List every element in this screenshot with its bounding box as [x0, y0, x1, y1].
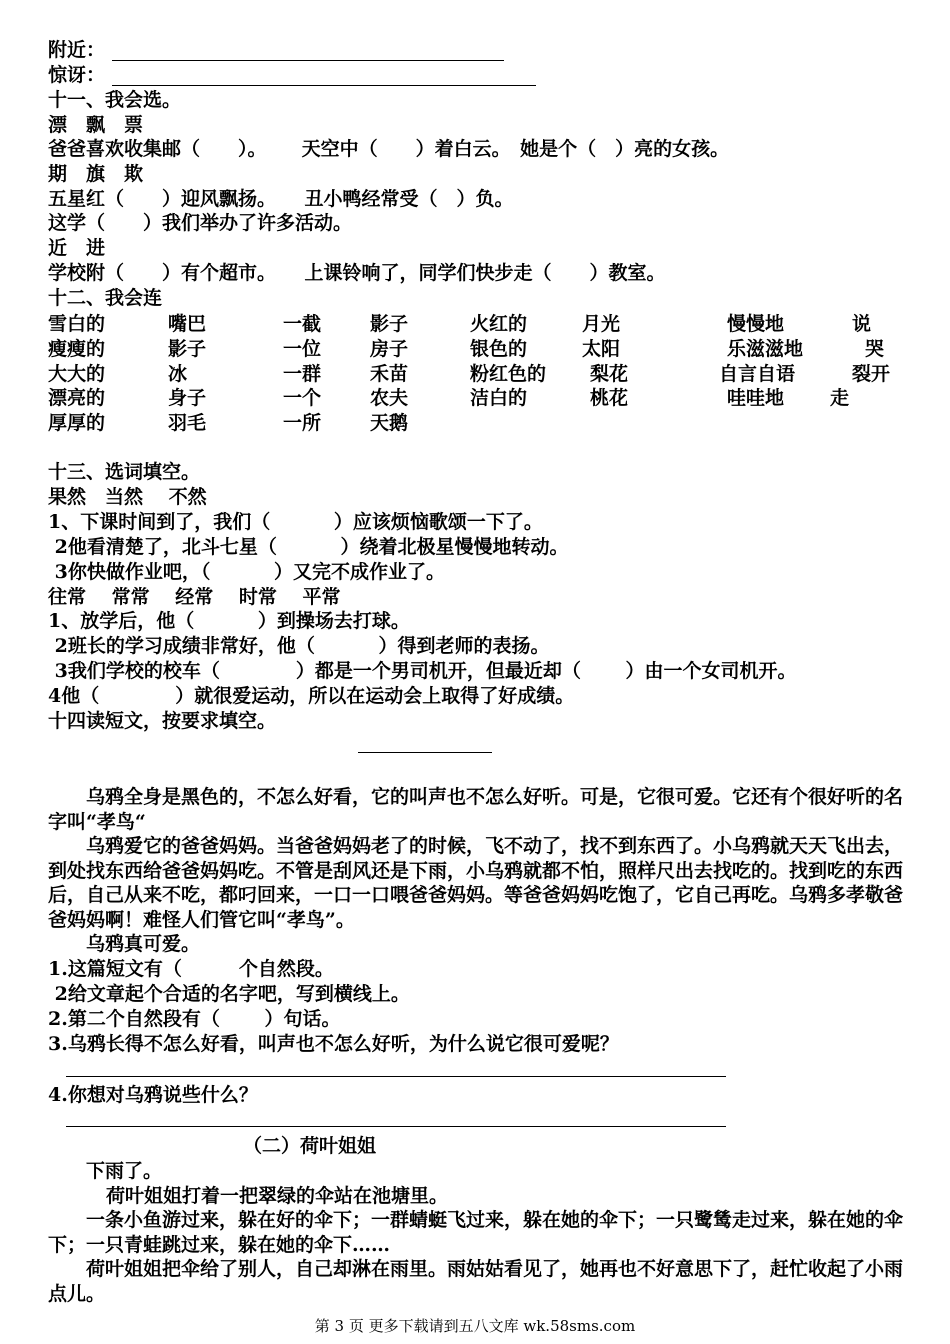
- question: 2给文章起个合适的名字吧，写到横线上。: [48, 983, 410, 1005]
- question: 1.这篇短文有（ 个自然段。: [48, 958, 334, 980]
- match-word: 一截: [283, 313, 322, 335]
- question: 2.第二个自然段有（ ）句话。: [48, 1008, 341, 1030]
- fill-label-surprised: 惊讶：: [48, 64, 106, 86]
- paragraph: 乌鸦全身是黑色的，不怎么好看，它的叫声也不怎么好听。可是，它很可爱。它还有个很好听的名字叫“孝鸟“: [48, 786, 904, 833]
- match-word: 影子: [370, 313, 409, 335]
- section-11-title: 十一、我会选。: [48, 89, 182, 111]
- match-word: 哭: [865, 338, 885, 360]
- word-choices: 近 进: [48, 237, 106, 259]
- match-word: 天鹅: [370, 412, 409, 434]
- section-14-title: 十四读短文，按要求填空。: [48, 710, 277, 732]
- page-footer: 第 3 页 更多下载请到五八文库 wk.58sms.com: [314, 1317, 636, 1335]
- match-word: 冰: [168, 363, 188, 385]
- match-word: 嘴巴: [168, 313, 207, 335]
- word-choices: 往常 常常 经常 时常 平常: [48, 586, 341, 608]
- title-answer-line: [358, 752, 492, 753]
- match-word: 粉红色的: [470, 363, 547, 385]
- paragraph: 荷叶姐姐打着一把翠绿的伞站在池塘里。: [68, 1185, 449, 1207]
- match-word: 厚厚的: [48, 412, 106, 434]
- match-word: 羽毛: [168, 412, 207, 434]
- question: 3你快做作业吧，（ ）又完不成作业了。: [48, 561, 445, 583]
- match-word: 漂亮的: [48, 387, 106, 409]
- question: 1、下课时间到了，我们（ ）应该烦恼歌颂一下了。: [48, 511, 543, 533]
- match-word: 洁白的: [470, 387, 528, 409]
- match-word: 一群: [283, 363, 322, 385]
- match-word: 火红的: [470, 313, 528, 335]
- match-word: 银色的: [470, 338, 528, 360]
- match-word: 农夫: [370, 387, 409, 409]
- match-word: 慢慢地: [727, 313, 785, 335]
- match-word: 一个: [283, 387, 322, 409]
- exercise-line: 学校附（ ）有个超市。 上课铃响了，同学们快步走（ ）教室。: [48, 262, 666, 284]
- paragraph: 一条小鱼游过来，躲在好的伞下；一群蜻蜓飞过来，躲在她的伞下；一只鹭鸶走过来，躲在她的伞下；一只青蛙跳过来，躲在她的伞下……: [48, 1209, 904, 1256]
- match-word: 梨花: [590, 363, 629, 385]
- answer-line: [66, 1126, 726, 1127]
- question: 2他看清楚了，北斗七星（ ）绕着北极星慢慢地转动。: [48, 536, 569, 558]
- question: 1、放学后，他（ ）到操场去打球。: [48, 610, 410, 632]
- question: 2班长的学习成绩非常好，他（ ）得到老师的表扬。: [48, 635, 550, 657]
- exercise-line: 这学（ ）我们举办了许多活动。: [48, 212, 353, 234]
- match-word: 身子: [168, 387, 207, 409]
- match-word: 房子: [370, 338, 409, 360]
- match-word: 一所: [283, 412, 322, 434]
- exercise-line: 五星红（ ）迎风飘扬。 丑小鸭经常受（ ）负。: [48, 188, 514, 210]
- match-word: 禾苗: [370, 363, 409, 385]
- match-word: 说: [852, 313, 872, 335]
- question: 4他（ ）就很爱运动，所以在运动会上取得了好成绩。: [48, 685, 575, 707]
- match-word: 乐滋滋地: [727, 338, 804, 360]
- fill-label-nearby: 附近：: [48, 39, 106, 61]
- match-word: 大大的: [48, 363, 106, 385]
- match-word: 月光: [582, 313, 621, 335]
- story-title: （二）荷叶姐姐: [243, 1135, 377, 1157]
- word-choices: 果然 当然 不然: [48, 486, 207, 508]
- paragraph: 乌鸦爱它的爸爸妈妈。当爸爸妈妈老了的时候，飞不动了，找不到东西了。小乌鸦就天天飞出去，到处找东西给爸爸妈妈吃。不管是刮风还是下雨，小乌鸦就都不怕，照样尺出去找吃的。找到吃的东西后，自己从来不吃，都叼回来，一口一口喂爸爸妈妈。等爸爸妈妈吃饱了，它自己再吃。乌鸦多孝敬爸爸妈妈啊！难怪人们管它叫“孝鸟”。: [48, 835, 904, 931]
- match-word: 雪白的: [48, 313, 106, 335]
- match-word: 自言自语: [719, 363, 796, 385]
- answer-line: [66, 1076, 726, 1077]
- question: 3我们学校的校车（ ）都是一个男司机开，但最近却（ ）由一个女司机开。: [48, 660, 797, 682]
- paragraph: 下雨了。: [48, 1160, 163, 1182]
- question: 4.你想对乌鸦说些什么？: [48, 1084, 258, 1106]
- word-choices: 期 旗 欺: [48, 163, 144, 185]
- match-word: 影子: [168, 338, 207, 360]
- match-word: 瘦瘦的: [48, 338, 106, 360]
- paragraph: 荷叶姐姐把伞给了别人，自己却淋在雨里。雨姑姑看见了，她再也不好意思下了，赶忙收起了小雨点儿。: [48, 1258, 904, 1305]
- match-word: 桃花: [590, 387, 629, 409]
- match-word: 走: [830, 387, 850, 409]
- exercise-line: 爸爸喜欢收集邮（ ）。 天空中（ ）着白云。 她是个（ ）亮的女孩。: [48, 138, 730, 160]
- word-choices: 漂 飘 票: [48, 114, 144, 136]
- question: 3.乌鸦长得不怎么好看，叫声也不怎么好听，为什么说它很可爱呢？: [48, 1033, 619, 1055]
- section-12-title: 十二、我会连: [48, 287, 163, 309]
- answer-line: [112, 85, 536, 86]
- answer-line: [112, 60, 504, 61]
- match-word: 太阳: [582, 338, 621, 360]
- match-word: 裂开: [852, 363, 891, 385]
- match-word: 一位: [283, 338, 322, 360]
- match-word: 哇哇地: [727, 387, 785, 409]
- section-13-title: 十三、选词填空。: [48, 461, 201, 483]
- paragraph: 乌鸦真可爱。: [48, 933, 201, 955]
